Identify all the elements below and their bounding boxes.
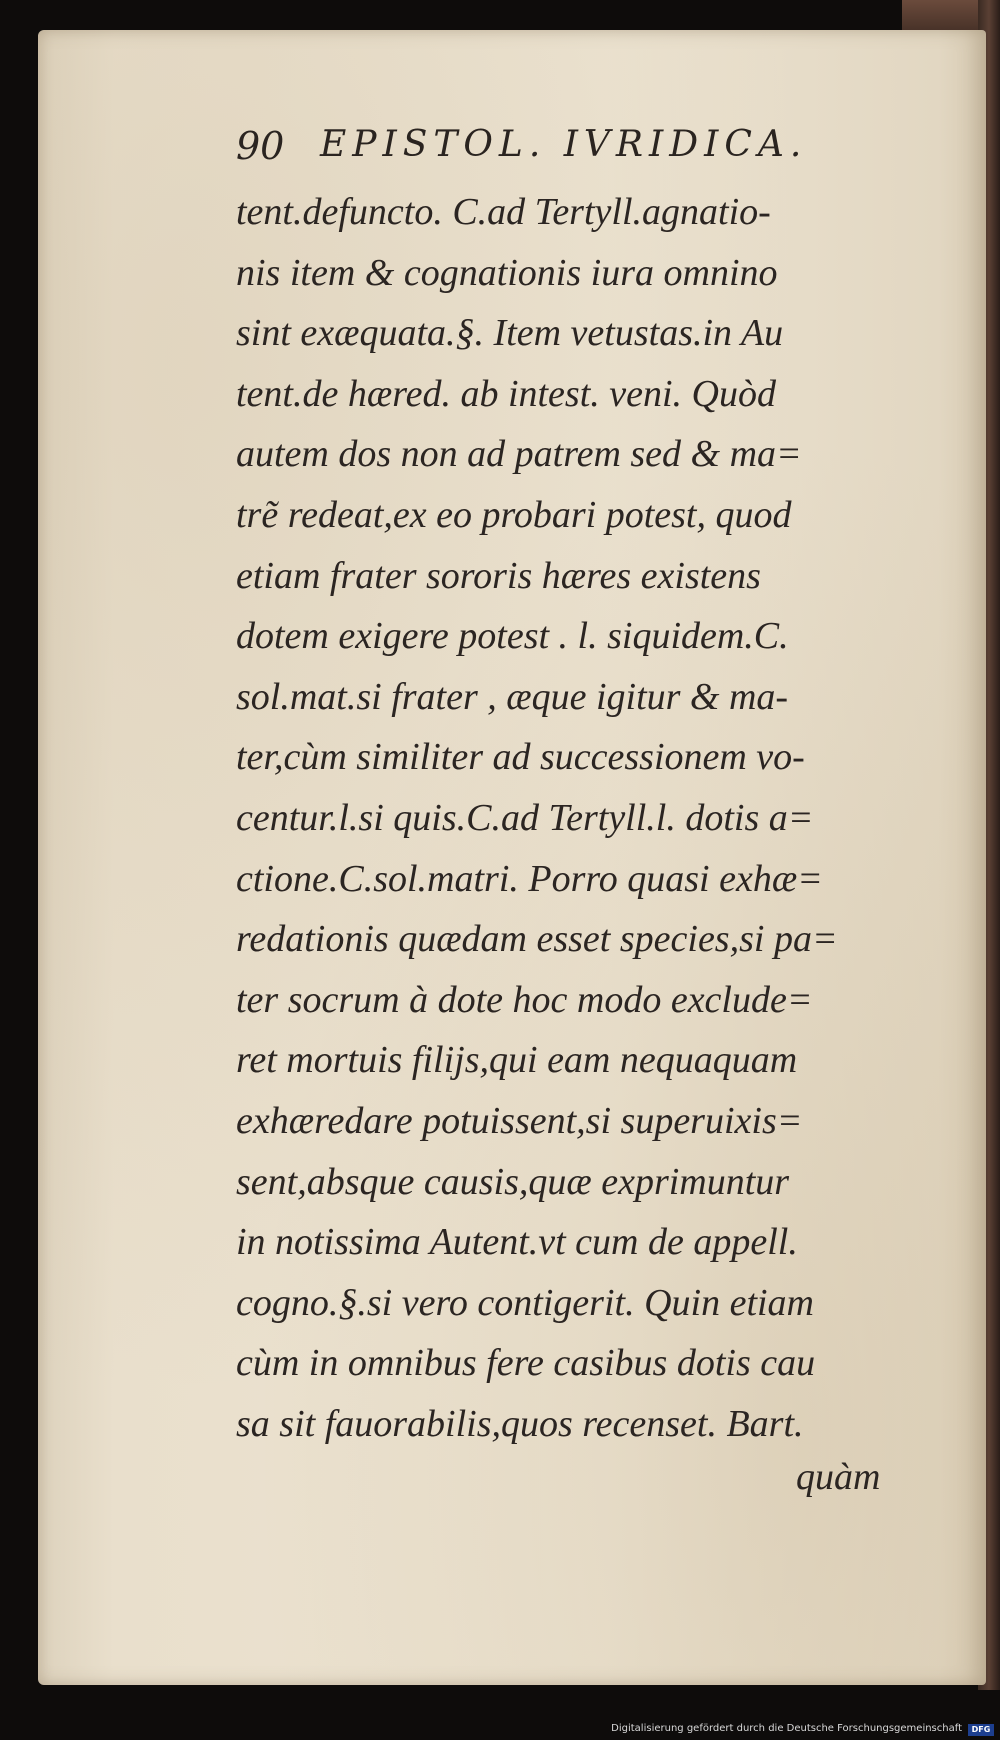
text-line: exhæredare potuissent,si superuixis=	[236, 1099, 803, 1142]
text-line: tent.de hæred. ab intest. veni. Quòd	[236, 372, 776, 415]
digitization-credit: Digitalisierung gefördert durch die Deutsche Forschungsgemeinschaft	[611, 1723, 962, 1734]
page-header	[236, 118, 856, 174]
catchword: quàm	[796, 1456, 881, 1498]
text-line: tent.defuncto. C.ad Tertyll.agnatio-	[236, 191, 771, 233]
text-line: dotem exigere potest . l. siquidem.C.	[236, 615, 789, 658]
text-line: redationis quædam esset species,si pa=	[236, 918, 838, 961]
text-line: sa sit fauorabilis,quos recenset. Bart.	[236, 1402, 804, 1445]
text-line: ter,cùm similiter ad successionem vo-	[236, 736, 805, 779]
running-head: EPISTOL. IVRIDICA.	[320, 124, 808, 165]
text-line: ret mortuis filijs,qui eam nequaquam	[236, 1039, 798, 1082]
text-line: cùm in omnibus fere casibus dotis cau	[236, 1342, 816, 1385]
text-line: ter socrum à dote hoc modo exclude=	[236, 978, 813, 1021]
text-line: sol.mat.si frater , æque igitur & ma-	[236, 675, 789, 718]
body-text	[236, 182, 856, 1454]
text-line: cogno.§.si vero contigerit. Quin etiam	[236, 1281, 814, 1324]
text-line: in notissima Autent.vt cum de appell.	[236, 1221, 798, 1264]
text-line: autem dos non ad patrem sed & ma=	[236, 433, 802, 476]
page-number: 90	[236, 124, 285, 168]
text-line: sent,absque causis,quæ exprimuntur	[236, 1160, 790, 1203]
text-line: etiam frater sororis hæres existens	[236, 554, 761, 597]
text-line: sint exæquata.§. Item vetustas.in Au	[236, 312, 784, 355]
dfg-logo-icon: DFG	[968, 1724, 994, 1736]
text-line: centur.l.si quis.C.ad Tertyll.l. dotis a=	[236, 796, 814, 839]
text-line: ctione.C.sol.matri. Porro quasi exhæ=	[236, 857, 823, 900]
text-line: nis item & cognationis iura omnino	[236, 251, 778, 294]
text-line: trẽ redeat,ex eo probari potest, quod	[236, 493, 792, 536]
